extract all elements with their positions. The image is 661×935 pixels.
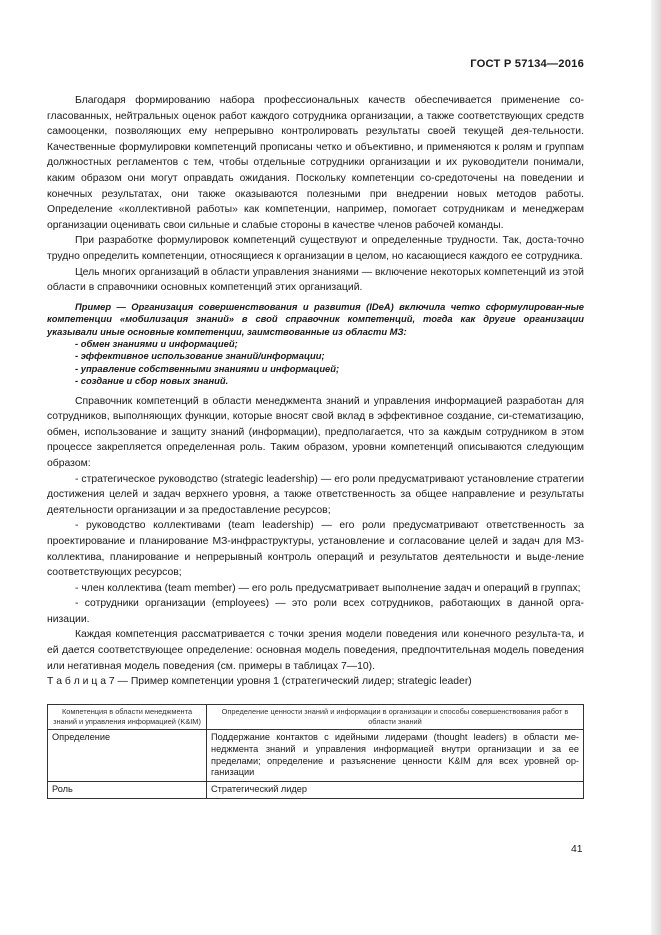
example-list-item: - управление собственными знаниями и информацией; [75,362,340,374]
example-list-item: - обмен знаниями и информацией; [75,337,238,349]
table-header-row [48,705,584,730]
page-number: 41 [571,844,583,855]
paragraph: Справочник компетенций в области менеджмента знаний и управления информацией разработан для сотрудников, выполняющих функции, которые вносят свой вклад в эффективное создание, си-стематизацию, обмен, использование и защиту знаний (информации), предполагается, что за каждым сотрудником в этом процессе закрепляется определенная роль. Таким образом, уровни компетенций описываются следующим образом: [47,395,584,469]
table-row [48,782,584,799]
standard-header: ГОСТ Р 57134—2016 [470,58,584,70]
example-list-item: - создание и сбор новых знаний. [75,375,229,387]
table-cell: Роль [48,782,207,799]
table-caption-text: 7 — Пример компетенции уровня 1 (стратегический лидер; strategic leader) [106,676,472,688]
page-edge [651,0,661,935]
table-header-cell: Компетенция в области менеджмента знаний и управления информацией (K&IM) [48,705,207,730]
example-lead: Пример — Организация совершенствования и развития (IDeA) включила четко сформулирован-ные компетенции «мобилизация знаний» в свой справочник компетенций, тогда как другие организации указывали иные основные компетенции, заимствованные из области МЗ: [47,300,584,337]
table-caption [47,674,584,690]
document-body [47,93,584,690]
list-paragraph: - руководство коллективами (team leadership) — его роли предусматривают ответственность за проектирование и планирование МЗ-инфраструктуры, установление и согласование целей и задач для МЗ-коллектива, планирование и непрерывный контроль операций и результатов деятельности и выде-ление соответствующих ресурсов; [47,520,584,579]
list-paragraph: - сотрудники организации (employees) — это роли всех сотрудников, работающих в данной орга-низации. [47,598,584,625]
table-row [48,730,584,782]
list-paragraph: - стратегическое руководство (strategic leadership) — его роли предусматривают установление стратегии достижения целей и задач верхнего уровня, а также ответственность за общее направление и результаты деятельности организации и за предоставление ресурсов; [47,473,584,516]
example-list-item: - эффективное использование знаний/информации; [75,350,325,362]
list-paragraph: - член коллектива (team member) — его роль предусматривает выполнение задач и операций в группах; [75,582,581,594]
paragraph: Благодаря формированию набора профессиональных качеств обеспечивается применение со-гласованных, нейтральных оценок работ каждого сотрудника организации, а также соответствующих средств самооценки, позволяющих ему непрерывно контролировать результаты своей текущей дея-тельности. Качественные формулировки компетенций прописаны четко и объективно, и применяются к ролям и группам должностных регламентов с тем, чтобы отдельные сотрудники организации и их руководители понимали, каким образом они могут оправдать ожидания. Поскольку компетенции со-средоточены на поведении и конечных результатах, они также оказываются полезными при внедрении новых методов работы. Определение «коллективной работы» как компетенции, например, помогает сотрудникам и менеджерам организации оценивать свои сильные и слабые стороны в качестве членов рабочей команды. [47,95,584,231]
competence-table [47,704,584,799]
table-cell: Определение [48,730,207,782]
table-caption-prefix: Т а б л и ц а [47,676,106,688]
table-header-cell: Определение ценности знаний и информации в организации и способы совершенствования работ в области знаний [207,705,584,730]
paragraph: Каждая компетенция рассматривается с точки зрения модели поведения или конечного результа-та, и ей дается соответствующее определение: основная модель поведения, предпочтительная модель поведения или негативная модель поведения (см. примеры в таблицах 7—10). [47,629,584,672]
table-cell: Поддержание контактов с идейными лидерами (thought leaders) в области ме-неджмента знаний и управления информацией внутри организации и за ее пределами; определение и разъяснение ценности K&IM для всех уровней ор-ганизации [207,730,584,782]
table-cell: Стратегический лидер [207,782,584,799]
example-block [47,301,584,388]
paragraph: При разработке формулировок компетенций существуют и определенные трудности. Так, доста-точно трудно определить компетенции, относящиеся к организации в целом, но касающиеся каждого ее сотрудника. [47,235,584,262]
paragraph: Цель многих организаций в области управления знаниями — включение некоторых компетенций из этой области в справочники основных компетенций этих организаций. [47,266,584,294]
